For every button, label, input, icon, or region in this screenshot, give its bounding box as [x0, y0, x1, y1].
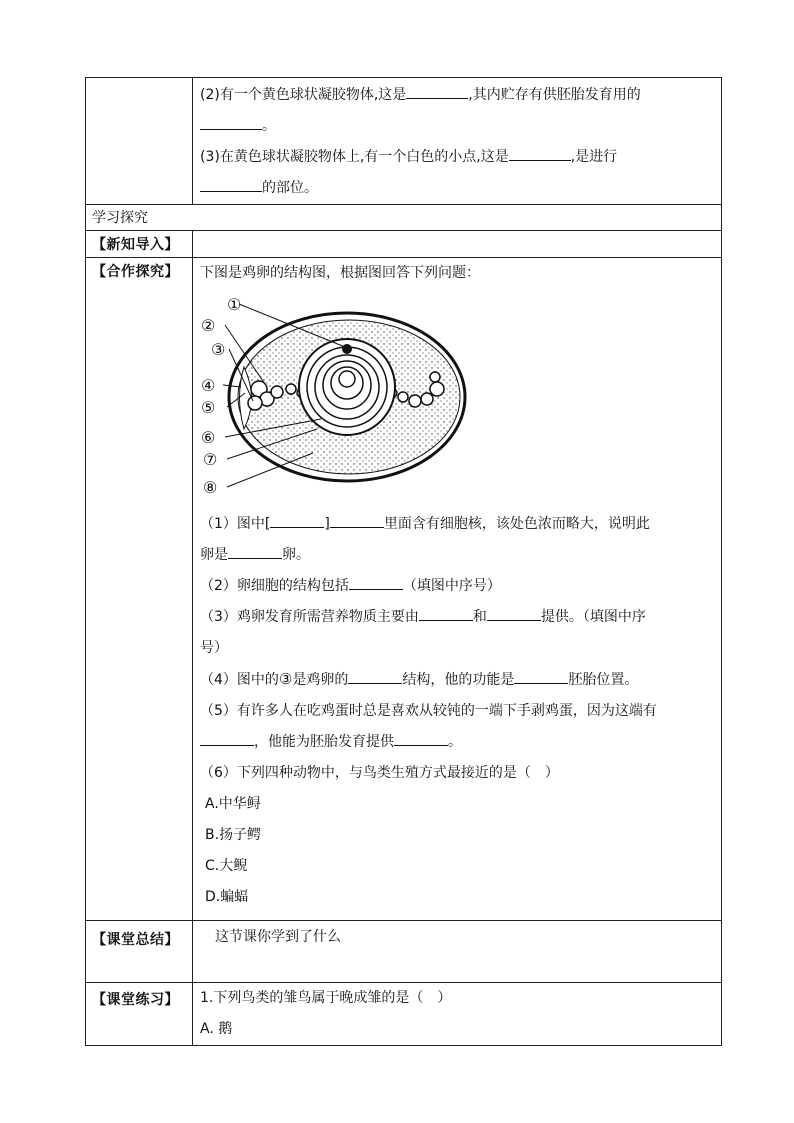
question-2: （2）卵细胞的结构包括 （填图中序号）: [193, 571, 721, 602]
row-lianxi: [86, 983, 722, 1046]
diagram-label-1: ①: [227, 295, 242, 314]
zongjie-prompt: 这节课你学到了什么: [215, 929, 341, 945]
option-d[interactable]: D.蝙蝠: [205, 889, 249, 905]
diagram-label-2: ②: [201, 316, 216, 335]
diagram-label-3: ③: [211, 340, 226, 359]
question-1: （1）图中[ ] 里面含有细胞核，该处色浓而略大，说明此: [193, 509, 721, 540]
fill-blank[interactable]: [419, 606, 473, 621]
lesson-table: [85, 77, 722, 1046]
fill-blank[interactable]: [509, 146, 571, 161]
content-xinzhi[interactable]: [193, 231, 722, 258]
fill-blank[interactable]: [228, 544, 282, 559]
question-1-cont: 卵是 卵。: [193, 540, 721, 571]
diagram-label-7: ⑦: [203, 450, 218, 469]
text-line: 。: [193, 111, 721, 142]
question-3: （3）鸡卵发育所需营养物质主要由 和 提供。（填图中序: [193, 602, 721, 633]
row-hezuo: [86, 258, 722, 921]
option-a[interactable]: A.中华鲟: [205, 796, 261, 812]
label-lianxi: 【课堂练习】: [86, 983, 193, 1046]
diagram-label-4: ④: [201, 376, 216, 395]
fill-blank[interactable]: [394, 731, 448, 746]
egg-structure-diagram: [197, 289, 467, 509]
question-6: （6）下列四种动物中，与鸟类生殖方式最接近的是（ ）: [200, 765, 559, 781]
fill-blank[interactable]: [270, 513, 324, 528]
exercise-question: 1.下列鸟类的雏鸟属于晚成雏的是（ ）: [200, 990, 452, 1006]
row-section: [86, 205, 722, 231]
row-xinzhi: [86, 231, 722, 258]
label-xinzhi: 【新知导入】: [86, 231, 193, 258]
question-5-cont: ，他能为胚胎发育提供 。: [193, 727, 721, 758]
question-3-cont: 号）: [200, 640, 228, 656]
option-b[interactable]: B.扬子鳄: [205, 827, 262, 843]
fill-blank[interactable]: [487, 606, 541, 621]
diagram-label-6: ⑥: [201, 428, 216, 447]
fill-blank[interactable]: [200, 731, 254, 746]
hezuo-intro: 下图是鸡卵的结构图，根据图回答下列问题：: [200, 265, 480, 281]
option-c[interactable]: C.大鲵: [205, 858, 248, 874]
germinal-disc: [342, 344, 352, 354]
section-title: 学习探究: [86, 205, 722, 231]
label-hezuo: 【合作探究】: [86, 258, 193, 921]
label-zongjie: 【课堂总结】: [86, 921, 193, 983]
fill-blank[interactable]: [200, 115, 262, 130]
fill-blank[interactable]: [514, 669, 568, 684]
question-5: （5）有许多人在吃鸡蛋时总是喜欢从较钝的一端下手剥鸡蛋，因为这端有: [200, 703, 657, 719]
row-intro: [86, 78, 722, 205]
fill-blank[interactable]: [406, 84, 468, 99]
diagram-label-8: ⑧: [203, 478, 218, 497]
question-4: （4）图中的③是鸡卵的 结构，他的功能是 胚胎位置。: [200, 670, 639, 688]
row-zongjie: [86, 921, 722, 983]
fill-blank[interactable]: [330, 513, 384, 528]
fill-blank[interactable]: [348, 669, 402, 684]
worksheet: [85, 77, 721, 1046]
text-line: (2)有一个黄色球状凝胶物体,这是 ,其内贮存有供胚胎发育用的: [193, 80, 721, 111]
text-line: 的部位。: [193, 173, 721, 204]
text-line: (3)在黄色球状凝胶物体上,有一个白色的小点,这是 ,是进行: [193, 142, 721, 173]
exercise-option-a[interactable]: A. 鹅: [200, 1021, 233, 1037]
fill-blank[interactable]: [349, 575, 403, 590]
fill-blank[interactable]: [200, 177, 262, 192]
diagram-label-5: ⑤: [201, 398, 216, 417]
